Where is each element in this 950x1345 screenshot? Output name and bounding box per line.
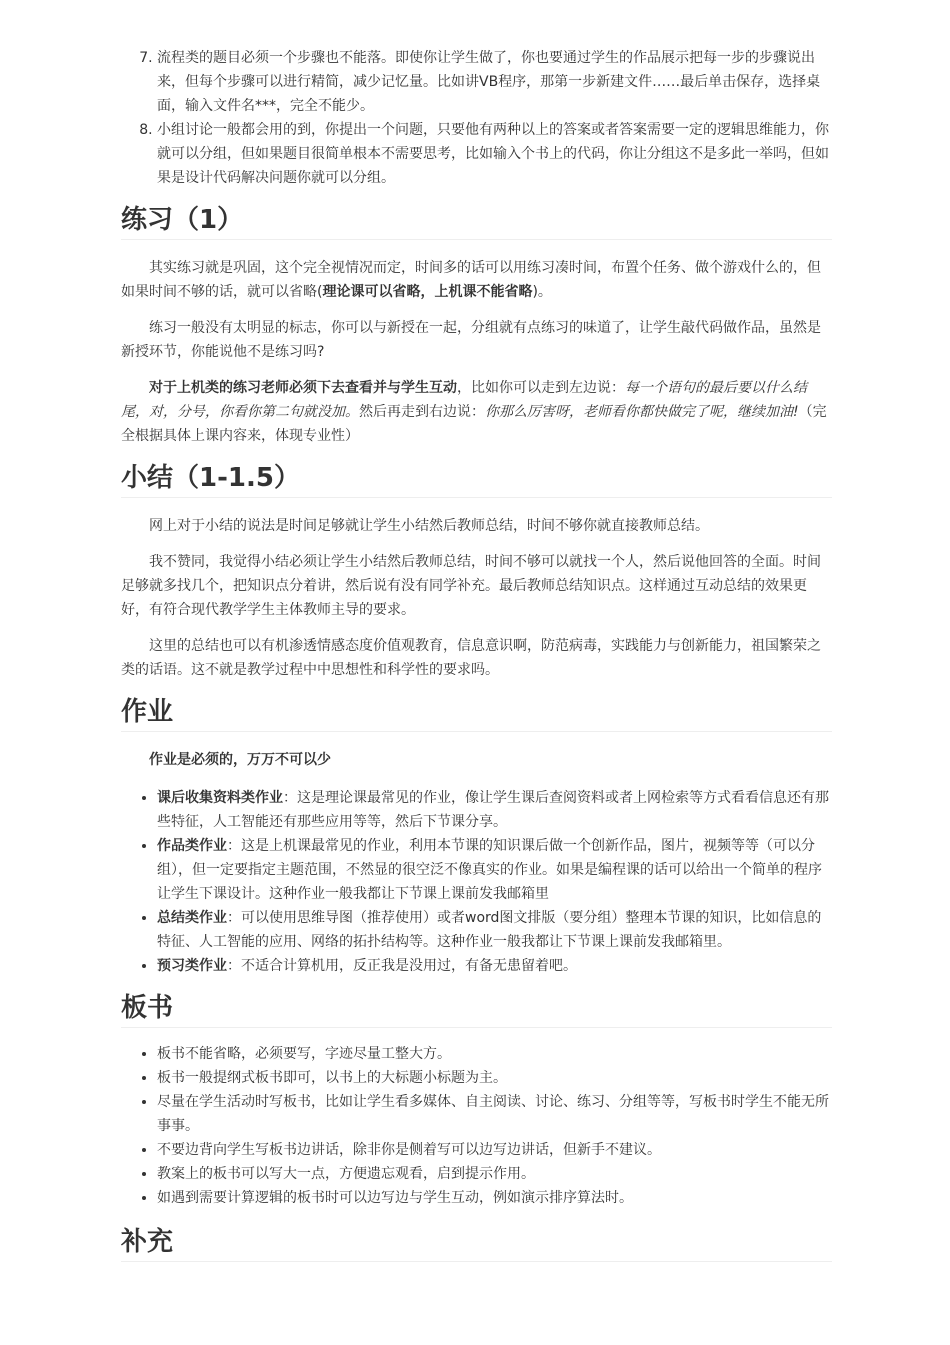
homework-item-label: 作品类作业 [157, 838, 227, 854]
homework-item-label: 课后收集资料类作业 [157, 790, 283, 806]
board-item: • 板书不能省略，必须要写，字迹尽量工整大方。 [157, 1042, 832, 1066]
homework-item [157, 786, 832, 834]
homework-intro-bold: 作业是必须的，万万不可以少 [149, 752, 331, 768]
practice-p3-text3: （完全根据具体上课内容来，体现专业性） [121, 404, 827, 444]
step-list [121, 46, 832, 190]
board-item: • 如遇到需要计算逻辑的板书时可以边写边与学生互动，例如演示排序算法时。 [157, 1186, 832, 1210]
practice-p1-bold: 理论课可以省略，上机课不能省略 [322, 284, 533, 300]
homework-heading: 作业 [121, 696, 832, 732]
homework-item-text: ：这是理论课最常见的作业，像让学生课后查阅资料或者上网检索等方式看看信息还有那些特征，人工智能还有那些应用等等，然后下节课分享。 [157, 790, 829, 830]
board-item: • 板书一般提纲式板书即可，以书上的大标题小标题为主。 [157, 1066, 832, 1090]
practice-p1-text: 其实练习就是巩固，这个完全视情况而定，时间多的话可以用练习凑时间，布置个任务、做个游戏什么的，但如果时间不够的话，就可以省略( [121, 260, 821, 300]
practice-heading: 练习（1） [121, 204, 832, 240]
board-list [121, 1042, 832, 1210]
practice-p3-italic1: 每一个语句的最后要以什么结尾，对，分号，你看你第二句就没加。 [121, 380, 807, 420]
homework-item-text: ：可以使用思维导图（推荐使用）或者word图文排版（要分组）整理本节课的知识，比如信息的特征、人工智能的应用、网络的拓扑结构等。这种作业一般我都让下节课上课前发我邮箱里。 [157, 910, 822, 950]
practice-p3-text1: ，比如你可以走到左边说： [457, 380, 625, 396]
homework-item-label: 总结类作业 [157, 910, 227, 926]
summary-heading: 小结（1-1.5） [121, 462, 832, 498]
board-item: • 不要边背向学生写板书边讲话，除非你是侧着写可以边写边讲话，但新手不建议。 [157, 1138, 832, 1162]
homework-intro [121, 748, 832, 772]
board-item: • 教案上的板书可以写大一点，方便遗忘观看，启到提示作用。 [157, 1162, 832, 1186]
homework-item [157, 834, 832, 906]
practice-paragraph-3 [121, 376, 832, 448]
practice-p3-italic2: 你那么厉害呀，老师看你都快做完了呢，继续加油! [485, 404, 799, 420]
step-8: 8. 小组讨论一般都会用的到，你提出一个问题，只要他有两种以上的答案或者答案需要一定的逻辑思维能力，你就可以分组，但如果题目很简单根本不需要思考，比如输入个书上的代码，你让分组这不是多此一举吗，但如果是设计代码解决问题你就可以分组。 [157, 118, 832, 190]
summary-paragraph-2: 我不赞同，我觉得小结必须让学生小结然后教师总结，时间不够可以就找一个人，然后说他回答的全面。时间足够就多找几个，把知识点分着讲，然后说有没有同学补充。最后教师总结知识点。这样通过互动总结的效果更好，有符合现代教学学生主体教师主导的要求。 [121, 554, 821, 618]
board-item: • 尽量在学生活动时写板书，比如让学生看多媒体、自主阅读、讨论、练习、分组等等，写板书时学生不能无所事事。 [157, 1090, 832, 1138]
homework-item-label: 预习类作业 [157, 958, 227, 974]
homework-list [121, 786, 832, 978]
board-heading: 板书 [121, 992, 832, 1028]
practice-p3-bold: 对于上机类的练习老师必须下去查看并与学生互动 [149, 380, 457, 396]
homework-item [157, 954, 832, 978]
practice-paragraph-1 [121, 256, 832, 304]
summary-paragraph-1: 网上对于小结的说法是时间足够就让学生小结然后教师总结，时间不够你就直接教师总结。 [149, 518, 709, 534]
document-content [121, 46, 832, 1262]
homework-item [157, 906, 832, 954]
supplement-heading: 补充 [121, 1226, 832, 1262]
practice-p1-end: )。 [532, 284, 552, 300]
homework-item-text: ：不适合计算机用，反正我是没用过，有备无患留着吧。 [227, 958, 577, 974]
step-7: 7. 流程类的题目必须一个步骤也不能落。即使你让学生做了，你也要通过学生的作品展示把每一步的步骤说出来，但每个步骤可以进行精简，减少记忆量。比如讲VB程序，那第一步新建文件……最后单击保存，选择桌面，输入文件名***，完全不能少。 [157, 46, 832, 118]
summary-paragraph-3: 这里的总结也可以有机渗透情感态度价值观教育，信息意识啊，防范病毒，实践能力与创新能力，祖国繁荣之类的话语。这不就是教学过程中中思想性和科学性的要求吗。 [121, 638, 821, 678]
practice-p3-text2: 然后再走到右边说： [359, 404, 485, 420]
practice-paragraph-2: 练习一般没有太明显的标志，你可以与新授在一起，分组就有点练习的味道了，让学生敲代码做作品，虽然是新授环节，你能说他不是练习吗? [121, 320, 821, 360]
homework-item-text: ：这是上机课最常见的作业，利用本节课的知识课后做一个创新作品，图片，视频等等（可以分组），但一定要指定主题范围，不然显的很空泛不像真实的作业。如果是编程课的话可以给出一个简单的程序让学生下课设计。这种作业一般我都让下节课上课前发我邮箱里 [157, 838, 822, 902]
